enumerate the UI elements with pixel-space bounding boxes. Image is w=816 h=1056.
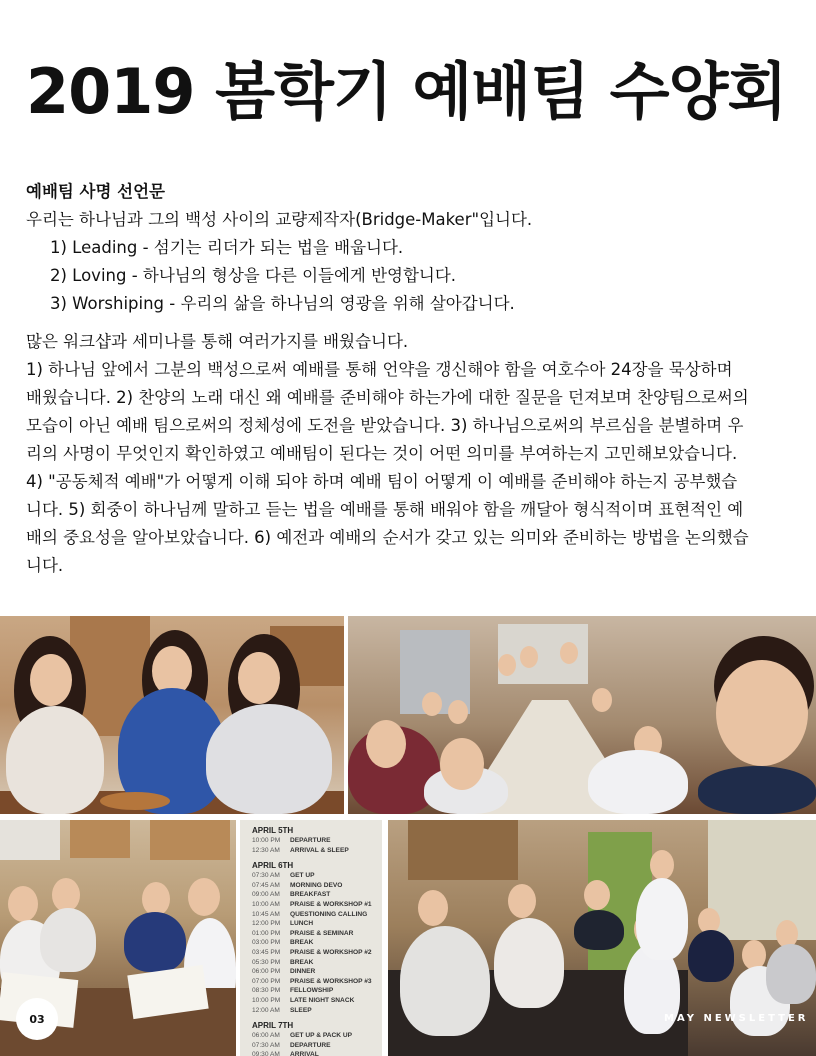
- schedule-row: 10:00 AM PRAISE & WORKSHOP #1: [252, 900, 372, 908]
- schedule-row: 03:00 PM BREAK: [252, 939, 314, 947]
- schedule-row: 05:30 PM BREAK: [252, 958, 314, 966]
- schedule-row: 07:30 AM DEPARTURE: [252, 1041, 331, 1049]
- schedule-row: 01:00 PM PRAISE & SEMINAR: [252, 929, 354, 937]
- photo-girls-eating: [0, 616, 344, 814]
- paragraph-line: 배웠습니다. 2) 찬양의 노래 대신 왜 예배를 준비해야 하는가에 대한 질문을 던져보며 찬양팀으로써의: [26, 388, 749, 407]
- mission-item: 1) Leading - 섬기는 리더가 되는 법을 배웁니다.: [50, 238, 404, 257]
- photo-dinner-table: [348, 616, 816, 814]
- mission-intro: 우리는 하나님과 그의 백성 사이의 교량제작자(Bridge-Maker"입니다.: [26, 210, 533, 229]
- schedule-row: 09:00 AM BREAKFAST: [252, 891, 331, 899]
- newsletter-label: MAY NEWSLETTER: [664, 1013, 809, 1024]
- paragraph-line: 1) 하나님 앞에서 그분의 백성으로써 예배를 통해 언약을 갱신해야 함을 여호수아 24장을 묵상하며: [26, 360, 733, 379]
- schedule-day-label: APRIL 7TH: [252, 1021, 294, 1031]
- paragraph-line: 리의 사명이 무엇인지 확인하였고 예배팀이 된다는 것이 어떤 의미를 부여하는지 고민해보았습니다.: [26, 444, 738, 463]
- schedule-row: 12:00 PM LUNCH: [252, 920, 314, 928]
- paragraph-line: 많은 워크샵과 세미나를 통해 여러가지를 배웠습니다.: [26, 332, 409, 351]
- schedule-row: 07:00 PM PRAISE & WORKSHOP #3: [252, 977, 372, 985]
- schedule-row: 10:45 AM QUESTIONING CALLING: [252, 910, 368, 918]
- schedule-row: 06:00 PM DINNER: [252, 968, 316, 976]
- schedule-row: 08:30 PM FELLOWSHIP: [252, 987, 334, 995]
- schedule-row: 12:30 AM ARRIVAL & SLEEP: [252, 846, 349, 854]
- schedule-row: 09:30 AM ARRIVAL: [252, 1051, 319, 1056]
- schedule-row: 03:45 PM PRAISE & WORKSHOP #2: [252, 948, 372, 956]
- page-title: 2019 봄학기 예배팀 수양회: [26, 55, 787, 128]
- workshops-paragraph: [26, 328, 796, 580]
- mission-item: 3) Worshiping - 우리의 삶을 하나님의 영광을 위해 살아갑니다.: [50, 294, 515, 313]
- paragraph-line: 모습이 아닌 예배 팀으로써의 정체성에 도전을 받았습니다. 3) 하나님으로써의 부르심을 분별하며 우: [26, 416, 744, 435]
- schedule-row: 10:00 PM LATE NIGHT SNACK: [252, 996, 355, 1004]
- schedule-row: 07:45 AM MORNING DEVO: [252, 881, 343, 889]
- retreat-schedule: [240, 820, 382, 1056]
- mission-item: 2) Loving - 하나님의 형상을 다른 이들에게 반영합니다.: [50, 266, 457, 285]
- mission-heading: 예배팀 사명 선언문: [26, 182, 166, 201]
- page-number-badge: 03: [16, 998, 58, 1040]
- paragraph-line: 니다.: [26, 556, 64, 575]
- schedule-row: 12:00 AM SLEEP: [252, 1006, 312, 1014]
- article-body: [26, 178, 796, 580]
- paragraph-line: 니다. 5) 회중이 하나님께 말하고 듣는 법을 예배를 통해 배워야 함을 깨달아 형식적이며 표현적인 예: [26, 500, 744, 519]
- schedule-day-label: APRIL 6TH: [252, 861, 294, 871]
- schedule-row: 10:00 PM DEPARTURE: [252, 837, 331, 844]
- schedule-row: 06:00 AM GET UP & PACK UP: [252, 1032, 353, 1040]
- paragraph-line: 배의 중요성을 알아보았습니다. 6) 예전과 예배의 순서가 갖고 있는 의미와 준비하는 방법을 논의했습: [26, 528, 749, 547]
- paragraph-line: 4) "공동체적 예배"가 어떻게 이해 되야 하며 예배 팀이 어떻게 이 예배를 준비해야 하는지 공부했습: [26, 472, 738, 491]
- schedule-day-label: APRIL 5TH: [252, 826, 294, 835]
- schedule-row: 07:30 AM GET UP: [252, 872, 315, 880]
